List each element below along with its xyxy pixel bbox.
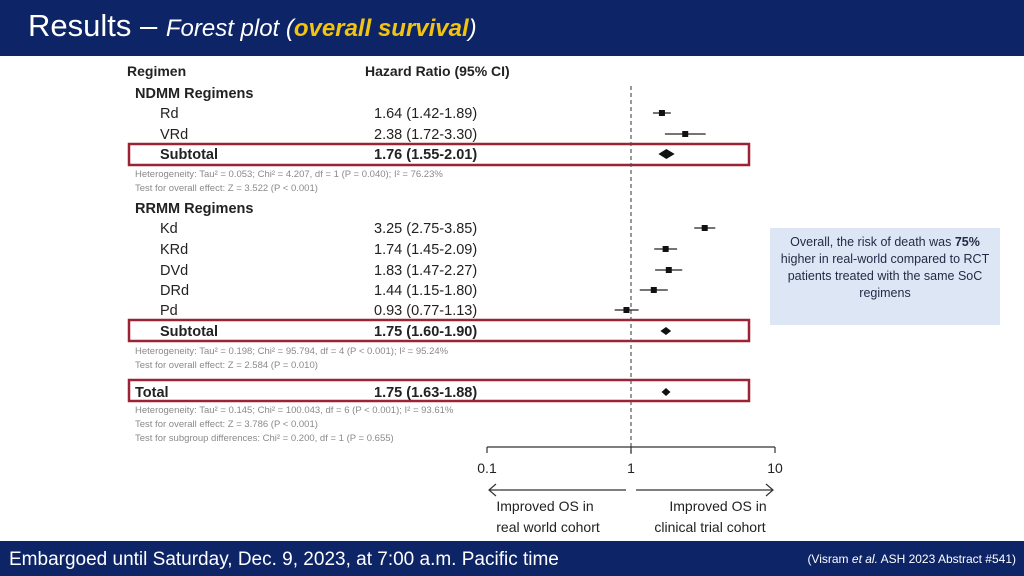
title-sub-close: ): [468, 15, 477, 42]
left-direction-label-line-2: real world cohort: [496, 519, 600, 535]
left-direction-label-line-1: Improved OS in: [496, 498, 594, 514]
row-label-DVd: DVd: [160, 263, 189, 279]
total-diamond: [662, 388, 671, 396]
x-tick-label-10: 10: [767, 460, 783, 476]
summary-callout: [770, 228, 1000, 325]
row-hr-KRd: 1.74 (1.45-2.09): [374, 242, 478, 258]
total-stats-line-3: Test for subgroup differences: Chi² = 0.200, df = 1 (P = 0.655): [135, 433, 394, 444]
title-highlight: overall survival: [293, 15, 469, 42]
footer-bar: [0, 541, 1024, 576]
row-VRd-point: [682, 131, 688, 137]
row-Pd-point: [623, 307, 629, 313]
rrmm-subtotal-diamond: [660, 327, 671, 335]
hazard-ratio-column-header: Hazard Ratio (95% CI): [365, 63, 510, 79]
row-hr-Rd: 1.64 (1.42-1.89): [374, 106, 478, 122]
row-DRd-point: [651, 287, 657, 293]
rrmm-overall-effect-stats: Test for overall effect: Z = 2.584 (P = 0.010): [135, 360, 318, 371]
row-label-VRd: VRd: [160, 127, 189, 143]
row-Kd-point: [702, 225, 708, 231]
rrmm-subtotal-hr: 1.75 (1.60-1.90): [374, 324, 478, 340]
citation-before: (Visram: [807, 552, 852, 566]
total-stats-line-1: Heterogeneity: Tau² = 0.145; Chi² = 100.043, df = 6 (P < 0.001); I² = 93.61%: [135, 405, 454, 416]
group-title-ndmm: NDMM Regimens: [135, 86, 254, 102]
ndmm-subtotal-hr: 1.76 (1.55-2.01): [374, 147, 478, 163]
ndmm-subtotal-diamond: [658, 149, 674, 159]
row-hr-DRd: 1.44 (1.15-1.80): [374, 283, 478, 299]
group-title-rrmm: RRMM Regimens: [135, 201, 254, 217]
regimen-column-header: Regimen: [127, 63, 187, 79]
row-hr-DVd: 1.83 (1.47-2.27): [374, 263, 478, 279]
row-hr-VRd: 2.38 (1.72-3.30): [374, 127, 478, 143]
citation-italic: et al.: [851, 552, 878, 566]
row-label-Pd: Pd: [160, 303, 178, 319]
right-direction-label-line-1: Improved OS in: [669, 498, 767, 514]
row-label-KRd: KRd: [160, 242, 189, 258]
citation: [807, 552, 1016, 566]
callout-text-before: Overall, the risk of death was: [790, 235, 955, 249]
callout-text-after: higher in real-world compared to RCT patients treated with the same SoC regimens: [780, 252, 990, 300]
embargo-notice: Embargoed until Saturday, Dec. 9, 2023, at 7:00 a.m. Pacific time: [9, 549, 559, 570]
row-hr-Pd: 0.93 (0.77-1.13): [374, 303, 478, 319]
total-label: Total: [135, 385, 169, 401]
total-stats-line-2: Test for overall effect: Z = 3.786 (P < 0.001): [135, 419, 318, 430]
row-label-Kd: Kd: [160, 221, 178, 237]
slide-title: [28, 8, 477, 44]
right-direction-label-line-2: clinical trial cohort: [654, 519, 766, 535]
ndmm-subtotal-label: Subtotal: [160, 147, 218, 163]
title-main: Results –: [28, 8, 166, 43]
x-tick-label-1: 1: [627, 460, 635, 476]
x-tick-label-0.1: 0.1: [477, 460, 497, 476]
row-label-DRd: DRd: [160, 283, 190, 299]
total-hr: 1.75 (1.63-1.88): [374, 385, 478, 401]
row-hr-Kd: 3.25 (2.75-3.85): [374, 221, 478, 237]
rrmm-heterogeneity-stats: Heterogeneity: Tau² = 0.198; Chi² = 95.794, df = 4 (P < 0.001); I² = 95.24%: [135, 346, 449, 357]
row-label-Rd: Rd: [160, 106, 179, 122]
row-Rd-point: [659, 110, 665, 116]
ndmm-overall-effect-stats: Test for overall effect: Z = 3.522 (P < 0.001): [135, 183, 318, 194]
title-sub-open: Forest plot (: [165, 15, 294, 42]
header-bar: [0, 0, 1024, 56]
row-KRd-point: [663, 246, 669, 252]
callout-highlight: 75%: [954, 235, 980, 249]
citation-after: ASH 2023 Abstract #541): [877, 552, 1016, 566]
row-DVd-point: [666, 267, 672, 273]
rrmm-subtotal-label: Subtotal: [160, 324, 218, 340]
ndmm-heterogeneity-stats: Heterogeneity: Tau² = 0.053; Chi² = 4.207, df = 1 (P = 0.040); I² = 76.23%: [135, 169, 443, 180]
